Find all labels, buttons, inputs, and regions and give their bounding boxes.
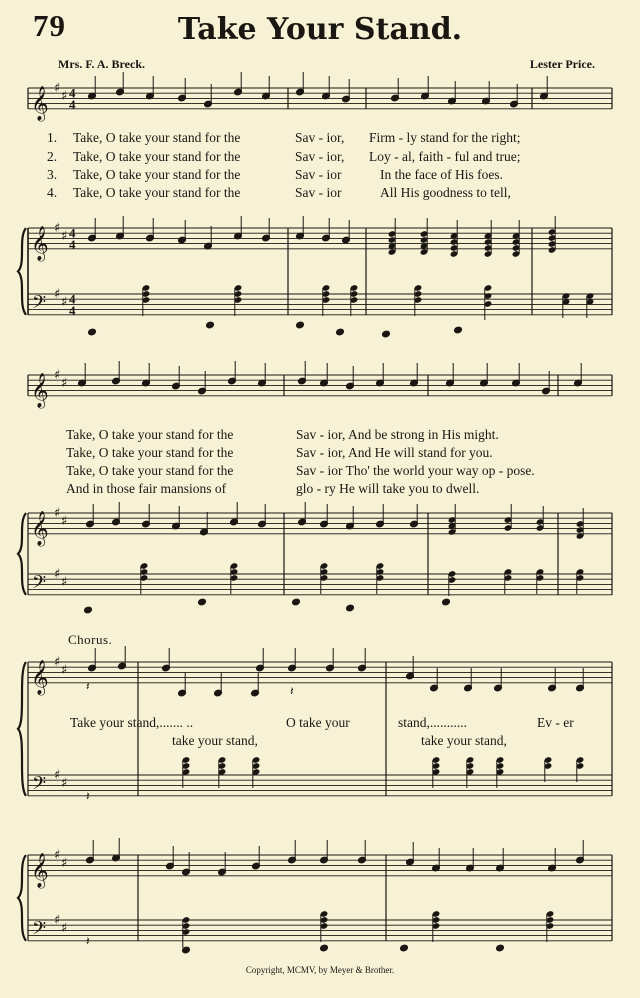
sharp-sign: ♯ <box>54 506 61 521</box>
note-head <box>400 944 409 952</box>
verse-1-line-1b: Sav - ior, <box>295 130 345 145</box>
sharp-sign: ♯ <box>54 567 61 582</box>
sharp-sign: ♯ <box>54 848 61 863</box>
note-head <box>88 328 97 336</box>
stanza-number-2: 2. <box>47 149 58 164</box>
note-head <box>296 321 305 329</box>
stanza-number-1: 1. <box>47 130 58 145</box>
chorus-lyric-2a: take your stand, <box>172 733 258 748</box>
note-head <box>442 598 451 606</box>
composer-credit: Lester Price. <box>529 57 595 71</box>
verse-4-line-2a: And in those fair mansions of <box>66 481 227 496</box>
time-signature-top: 4 <box>69 291 76 307</box>
stanza-number-3: 3. <box>47 167 58 182</box>
verse-2-line-2b: Sav - ior, And He will stand for you. <box>296 445 493 460</box>
sharp-sign: ♯ <box>61 574 68 590</box>
time-signature-top: 4 <box>69 225 76 241</box>
sharp-sign: ♯ <box>54 655 61 670</box>
verse-3-line-2a: Take, O take your stand for the <box>66 463 234 478</box>
rest: 𝄽 <box>86 679 90 693</box>
verse-3-line-1c: In the face of His foes. <box>380 167 503 182</box>
rest: 𝄽 <box>290 684 294 698</box>
verse-3-line-1a: Take, O take your stand for the <box>73 167 241 182</box>
sharp-sign: ♯ <box>61 294 68 310</box>
chorus-label: Chorus. <box>68 632 113 647</box>
sharp-sign: ♯ <box>54 368 61 383</box>
brace <box>18 513 26 595</box>
treble-clef: 𝄞 <box>31 372 49 408</box>
verse-4-line-1a: Take, O take your stand for the <box>73 185 241 200</box>
verse-4-line-1b: Sav - ior <box>295 185 342 200</box>
note-head <box>496 944 505 952</box>
verse-4-line-1c: All His goodness to tell, <box>380 185 511 200</box>
note-head <box>292 598 301 606</box>
verse-3-line-1b: Sav - ior <box>295 167 342 182</box>
sharp-sign: ♯ <box>61 775 68 791</box>
verse-3-line-2b: Sav - ior Tho' the world your way op - pose. <box>296 463 535 478</box>
note-head <box>206 321 215 329</box>
bass-clef: 𝄢 <box>32 773 47 799</box>
sharp-sign: ♯ <box>54 81 61 96</box>
chorus-lyric-2b: take your stand, <box>421 733 507 748</box>
brace <box>18 228 26 315</box>
note-head <box>336 328 345 336</box>
chorus-lyric-1b: O take your <box>286 715 350 730</box>
sharp-sign: ♯ <box>54 768 61 783</box>
sharp-sign: ♯ <box>61 513 68 529</box>
verse-4-line-2b: glo - ry He will take you to dwell. <box>296 481 480 496</box>
bass-clef: 𝄢 <box>32 292 47 318</box>
rest: 𝄽 <box>86 789 90 803</box>
sharp-sign: ♯ <box>54 221 61 236</box>
treble-clef: 𝄞 <box>31 85 49 121</box>
treble-clef: 𝄞 <box>31 225 49 261</box>
bass-clef: 𝄢 <box>32 918 47 944</box>
rest: 𝄽 <box>86 934 90 948</box>
sharp-sign: ♯ <box>61 375 68 391</box>
note-head <box>84 606 93 614</box>
verse-1-line-2b: Sav - ior, And be strong in His might. <box>296 427 499 442</box>
hymn-title: Take Your Stand. <box>177 12 463 47</box>
time-signature-bottom: 4 <box>69 302 76 318</box>
chorus-lyric-1a: Take your stand,....... .. <box>70 715 194 730</box>
treble-clef: 𝄞 <box>31 852 49 888</box>
page-number: 79 <box>33 8 66 43</box>
brace <box>18 662 26 796</box>
sharp-sign: ♯ <box>54 913 61 928</box>
verse-1-line-2a: Take, O take your stand for the <box>66 427 234 442</box>
sharp-sign: ♯ <box>61 228 68 244</box>
treble-clef: 𝄞 <box>31 659 49 695</box>
note-head <box>346 604 355 612</box>
stanza-number-4: 4. <box>47 185 58 200</box>
sharp-sign: ♯ <box>61 855 68 871</box>
copyright: Copyright, MCMV, by Meyer & Brother. <box>245 965 395 975</box>
note-head <box>320 944 329 952</box>
author-credit: Mrs. F. A. Breck. <box>58 57 145 71</box>
verse-2-line-1a: Take, O take your stand for the <box>73 149 241 164</box>
note-head <box>198 598 207 606</box>
sharp-sign: ♯ <box>61 88 68 104</box>
sharp-sign: ♯ <box>54 287 61 302</box>
verse-2-line-1c: Loy - al, faith - ful and true; <box>369 149 521 164</box>
time-signature-top: 4 <box>69 85 76 101</box>
verse-2-line-2a: Take, O take your stand for the <box>66 445 234 460</box>
time-signature-bottom: 4 <box>69 236 76 252</box>
chorus-lyric-1c: stand,........... <box>398 715 467 730</box>
sharp-sign: ♯ <box>61 662 68 678</box>
sharp-sign: ♯ <box>61 920 68 936</box>
brace <box>18 855 26 941</box>
verse-2-line-1b: Sav - ior, <box>295 149 345 164</box>
verse-1-line-1c: Firm - ly stand for the right; <box>369 130 521 145</box>
treble-clef: 𝄞 <box>31 510 49 546</box>
time-signature-bottom: 4 <box>69 96 76 112</box>
note-head <box>382 330 391 338</box>
note-head <box>454 326 463 334</box>
verse-1-line-1a: Take, O take your stand for the <box>73 130 241 145</box>
bass-clef: 𝄢 <box>32 572 47 598</box>
chorus-lyric-1d: Ev - er <box>537 715 574 730</box>
